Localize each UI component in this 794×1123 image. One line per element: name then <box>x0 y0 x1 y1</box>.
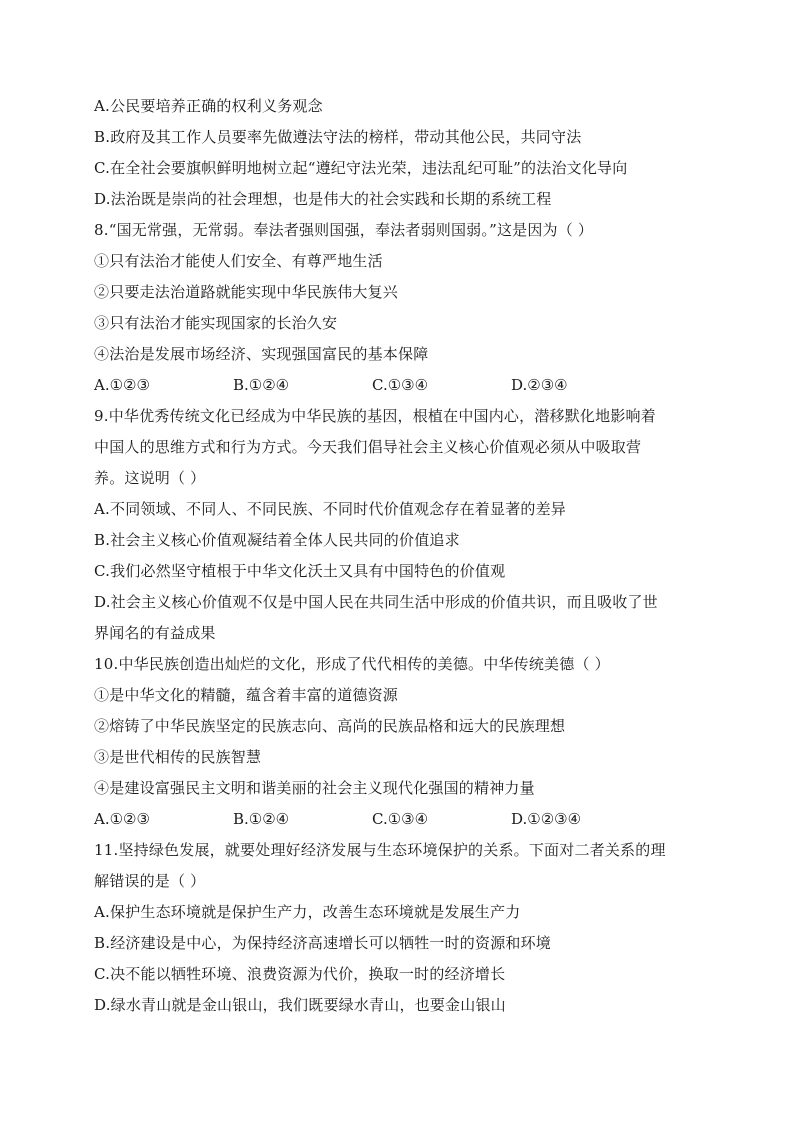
q10-statement-2: ②熔铸了中华民族坚定的民族志向、高尚的民族品格和远大的民族理想 <box>94 717 566 735</box>
q7-option-d: D.法治既是崇尚的社会理想，也是伟大的社会实践和长期的系统工程 <box>94 190 552 208</box>
q10-choice-a: A.①②③ <box>94 810 150 828</box>
q9-stem-line-1: 9.中华优秀传统文化已经成为中华民族的基因，根植在中国内心，潜移默化地影响着 <box>94 407 656 425</box>
q8-statement-4: ④法治是发展市场经济、实现强国富民的基本保障 <box>94 345 429 363</box>
q8-stem: 8.“国无常强，无常弱。奉法者强则国强，奉法者弱则国弱。”这是因为（ ） <box>94 221 594 239</box>
q11-option-b: B.经济建设是中心，为保持经济高速增长可以牺牲一时的资源和环境 <box>94 934 551 952</box>
q8-statement-3: ③只有法治才能实现国家的长治久安 <box>94 314 338 332</box>
question-10 <box>94 649 700 835</box>
q10-statement-3: ③是世代相传的民族智慧 <box>94 748 262 766</box>
question-content <box>94 91 700 1021</box>
question-8 <box>94 215 700 401</box>
q7-option-a: A.公民要培养正确的权利义务观念 <box>94 97 323 115</box>
q9-option-b: B.社会主义核心价值观凝结着全体人民共同的价值追求 <box>94 531 460 549</box>
q8-choice-c: C.①③④ <box>372 376 429 394</box>
q11-option-a: A.保护生态环境就是保护生产力，改善生态环境就是发展生产力 <box>94 903 521 921</box>
q10-choice-b: B.①②④ <box>233 810 290 828</box>
q10-choice-d: D.①②③④ <box>511 810 582 828</box>
question-9 <box>94 401 700 649</box>
q11-stem-line-2: 解错误的是（ ） <box>94 872 206 890</box>
q9-option-d-line-2: 界闻名的有益成果 <box>94 624 216 642</box>
question-7-options <box>94 91 700 215</box>
q8-choices <box>94 370 700 401</box>
q7-option-c: C.在全社会要旗帜鲜明地树立起“遵纪守法光荣，违法乱纪可耻”的法治文化导向 <box>94 159 628 177</box>
q9-stem-line-3: 养。这说明（ ） <box>94 469 206 487</box>
q10-choice-c: C.①③④ <box>372 810 429 828</box>
q9-option-d-line-1: D.社会主义核心价值观不仅是中国人民在共同生活中形成的价值共识，而且吸收了世 <box>94 593 658 611</box>
q8-choice-a: A.①②③ <box>94 376 150 394</box>
q8-choice-b: B.①②④ <box>233 376 290 394</box>
q10-choices <box>94 804 700 835</box>
q10-statement-4: ④是建设富强民主文明和谐美丽的社会主义现代化强国的精神力量 <box>94 779 535 797</box>
q7-option-b: B.政府及其工作人员要率先做遵法守法的榜样，带动其他公民，共同守法 <box>94 128 582 146</box>
q10-stem: 10.中华民族创造出灿烂的文化，形成了代代相传的美德。中华传统美德（ ） <box>94 655 610 673</box>
q8-choice-d: D.②③④ <box>511 376 568 394</box>
q9-option-c: C.我们必然坚守植根于中华文化沃土又具有中国特色的价值观 <box>94 562 506 580</box>
q8-statement-1: ①只有法治才能使人们安全、有尊严地生活 <box>94 252 383 270</box>
q10-statement-1: ①是中华文化的精髓，蕴含着丰富的道德资源 <box>94 686 399 704</box>
q8-statement-2: ②只要走法治道路就能实现中华民族伟大复兴 <box>94 283 399 301</box>
q11-option-d: D.绿水青山就是金山银山，我们既要绿水青山，也要金山银山 <box>94 996 506 1014</box>
q9-stem-line-2: 中国人的思维方式和行为方式。今天我们倡导社会主义核心价值观必须从中吸取营 <box>94 438 642 456</box>
question-11 <box>94 835 700 1021</box>
q9-option-a: A.不同领域、不同人、不同民族、不同时代价值观念存在着显著的差异 <box>94 500 567 518</box>
q11-stem-line-1: 11.坚持绿色发展，就要处理好经济发展与生态环境保护的关系。下面对二者关系的理 <box>94 841 666 859</box>
q11-option-c: C.决不能以牺牲环境、浪费资源为代价，换取一时的经济增长 <box>94 965 506 983</box>
